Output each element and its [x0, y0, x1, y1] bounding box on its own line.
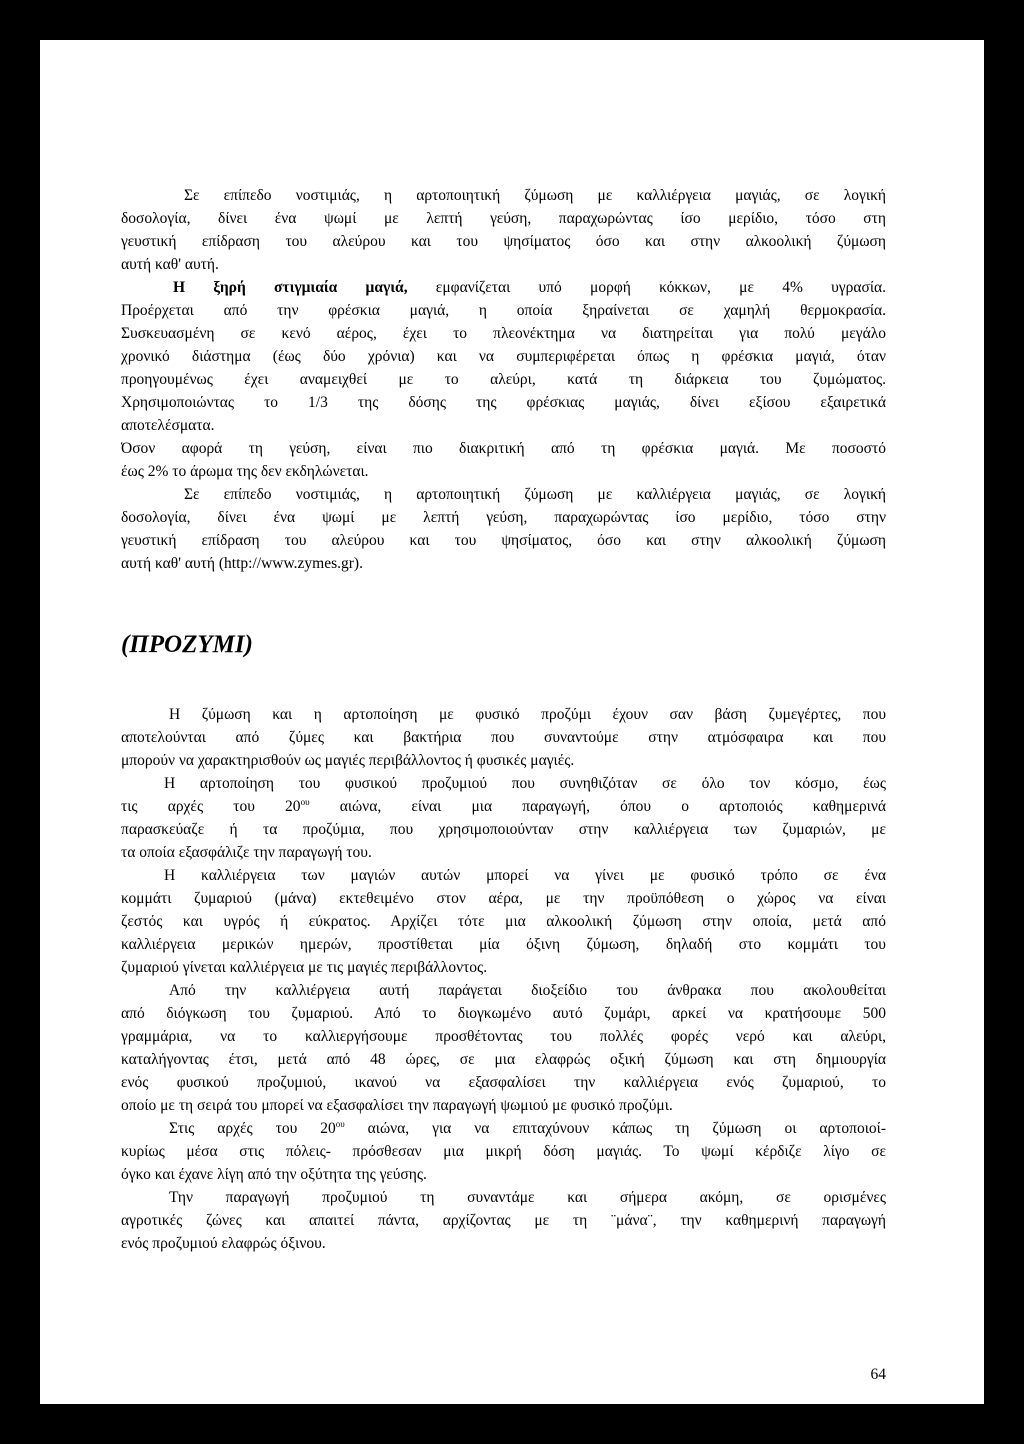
- text-line: Από την καλλιέργεια αυτή παράγεται διοξείδιο του άνθρακα που ακολουθείται: [169, 982, 886, 999]
- text-line: έως 2% το άρωμα της δεν εκδηλώνεται.: [121, 463, 369, 480]
- section-heading: (ΠΡΟΖΥΜΙ): [121, 631, 253, 658]
- text-line: αποτελούνται από ζύμες και βακτήρια που συναντούμε στην ατμόσφαιρα και που: [121, 729, 886, 746]
- text-line: τα οποία εξασφάλιζε την παραγωγή του.: [121, 844, 372, 861]
- dry-yeast-description: εμφανίζεται υπό μορφή κόκκων, με 4% υγρασία.: [407, 279, 886, 296]
- text-line: Στις αρχές του $20^{o\upsilon}$ αιώνα, για να επιταχύνουν κάπως τη ζύμωση οι αρτοποιοί-: [169, 1119, 886, 1137]
- text-line: αγροτικές ζώνες και απαιτεί πάντα, αρχίζοντας με τη ¨μάνα¨, την καθημερινή παραγωγή: [121, 1212, 886, 1229]
- text-line: τις αρχές του $20^{o\upsilon}$ αιώνα, είναι μια παραγωγή, όπου ο αρτοποιός καθημερινά: [121, 797, 886, 815]
- page-number: 64: [870, 1366, 886, 1383]
- yeast-section: [121, 184, 886, 575]
- text-line: αυτή καθ' αυτή (http://www.zymes.gr).: [121, 555, 363, 572]
- text-line: ζυμαριού γίνεται καλλιέργεια με τις μαγιές περιβάλλοντος.: [121, 959, 488, 976]
- text-line: δοσολογία, δίνει ένα ψωμί με λεπτή γεύση, παραχωρώντας ίσο μερίδιο, τόσο στην: [121, 509, 886, 526]
- text-line: Σε επίπεδο νοστιμιάς, η αρτοποιητική ζύμωση με καλλιέργεια μαγιάς, σε λογική: [184, 486, 886, 503]
- text-line: κομμάτι ζυμαριού (μάνα) εκτεθειμένο στον αέρα, με την προϋπόθεση ο χώρος να είναι: [121, 890, 886, 907]
- dry-yeast-term: Η ξηρή στιγμιαία μαγιά,: [173, 279, 408, 296]
- text-line: Η καλλιέργεια των μαγιών αυτών μπορεί να γίνει με φυσικό τρόπο σε ένα: [164, 867, 886, 884]
- text-line: αυτή καθ' αυτή.: [121, 256, 219, 273]
- text-line: από διόγκωση του ζυμαριού. Από το διογκωμένο αυτό ζυμάρι, αρκεί να κρατήσουμε 500: [121, 1005, 886, 1022]
- text-line: καλλιέργεια μερικών ημερών, προστίθεται μία όξινη ζύμωση, δηλαδή στο κομμάτι του: [121, 936, 886, 953]
- text-line: Συσκευασμένη σε κενό αέρος, έχει το πλεονέκτημα να διατηρείται για πολύ μεγάλο: [121, 325, 886, 342]
- text-line: Σε επίπεδο νοστιμιάς, η αρτοποιητική ζύμωση με καλλιέργεια μαγιάς, σε λογική: [184, 187, 886, 204]
- text-line: καταλήγοντας έτσι, μετά από 48 ώρες, σε μια ελαφρώς οξική ζύμωση και στη δημιουργία: [121, 1051, 886, 1068]
- text-line: κυρίως μέσα στις πόλεις- πρόσθεσαν μια μικρή δόση μαγιάς. Το ψωμί κέρδιζε λίγο σε: [121, 1143, 886, 1160]
- document-page: [40, 40, 984, 1404]
- text-line: ενός φυσικού προζυμιού, ικανού να εξασφαλίσει την καλλιέργεια ενός ζυμαριού, το: [121, 1074, 886, 1091]
- text-line: ενός προζυμιού ελαφρώς όξινου.: [121, 1235, 326, 1252]
- sourdough-section: [121, 703, 886, 1255]
- text-line: γραμμάρια, να το καλλιεργήσουμε προσθέτοντας του πολλές φορές νερό και αλεύρι,: [121, 1028, 886, 1045]
- text-line: Χρησιμοποιώντας το 1/3 της δόσης της φρέσκιας μαγιάς, δίνει εξίσου εξαιρετικά: [121, 394, 886, 411]
- text-line: Την παραγωγή προζυμιού τη συναντάμε και σήμερα ακόμη, σε ορισμένες: [169, 1189, 886, 1206]
- text-line: Η ζύμωση και η αρτοποίηση με φυσικό προζύμι έχουν σαν βάση ζυμεγέρτες, που: [169, 706, 886, 723]
- text-line: γευστική επίδραση του αλεύρου και του ψησίματος, όσο και στην αλκοολική ζύμωση: [121, 532, 886, 549]
- text-line: όγκο και έχανε λίγη από την οξύτητα της γεύσης.: [121, 1166, 427, 1183]
- text-line: οποίο με τη σειρά του μπορεί να εξασφαλίσει την παραγωγή ψωμιού με φυσικό προζύμι.: [121, 1097, 673, 1114]
- text-line: προηγουμένως έχει αναμειχθεί με το αλεύρι, κατά τη διάρκεια του ζυμώματος.: [121, 371, 886, 388]
- dry-yeast-line: [121, 276, 886, 299]
- text-line: γευστική επίδραση του αλεύρου και του ψησίματος όσο και στην αλκοολική ζύμωση: [121, 233, 886, 250]
- text-line: μπορούν να χαρακτηρισθούν ως μαγιές περιβάλλοντος ή φυσικές μαγιές.: [121, 752, 575, 769]
- text-line: δοσολογία, δίνει ένα ψωμί με λεπτή γεύση, παραχωρώντας ίσο μερίδιο, τόσο στη: [121, 210, 886, 227]
- text-line: Όσον αφορά τη γεύση, είναι πιο διακριτική από τη φρέσκια μαγιά. Με ποσοστό: [121, 440, 886, 457]
- text-line: ζεστός και υγρός ή εύκρατος. Αρχίζει τότε μια αλκοολική ζύμωση στην οποία, μετά από: [121, 913, 886, 930]
- text-line: Προέρχεται από την φρέσκια μαγιά, η οποία ξηραίνεται σε χαμηλή θερμοκρασία.: [121, 302, 886, 319]
- text-line: Η αρτοποίηση του φυσικού προζυμιού που συνηθιζόταν σε όλο τον κόσμο, έως: [164, 775, 886, 792]
- text-line: αποτελέσματα.: [121, 417, 215, 434]
- text-line: παρασκεύαζε ή τα προζύμια, που χρησιμοποιούνταν στην καλλιέργεια των ζυμαριών, με: [121, 821, 886, 838]
- text-line: χρονικό διάστημα (έως δύο χρόνια) και να συμπεριφέρεται όπως η φρέσκια μαγιά, όταν: [121, 348, 886, 365]
